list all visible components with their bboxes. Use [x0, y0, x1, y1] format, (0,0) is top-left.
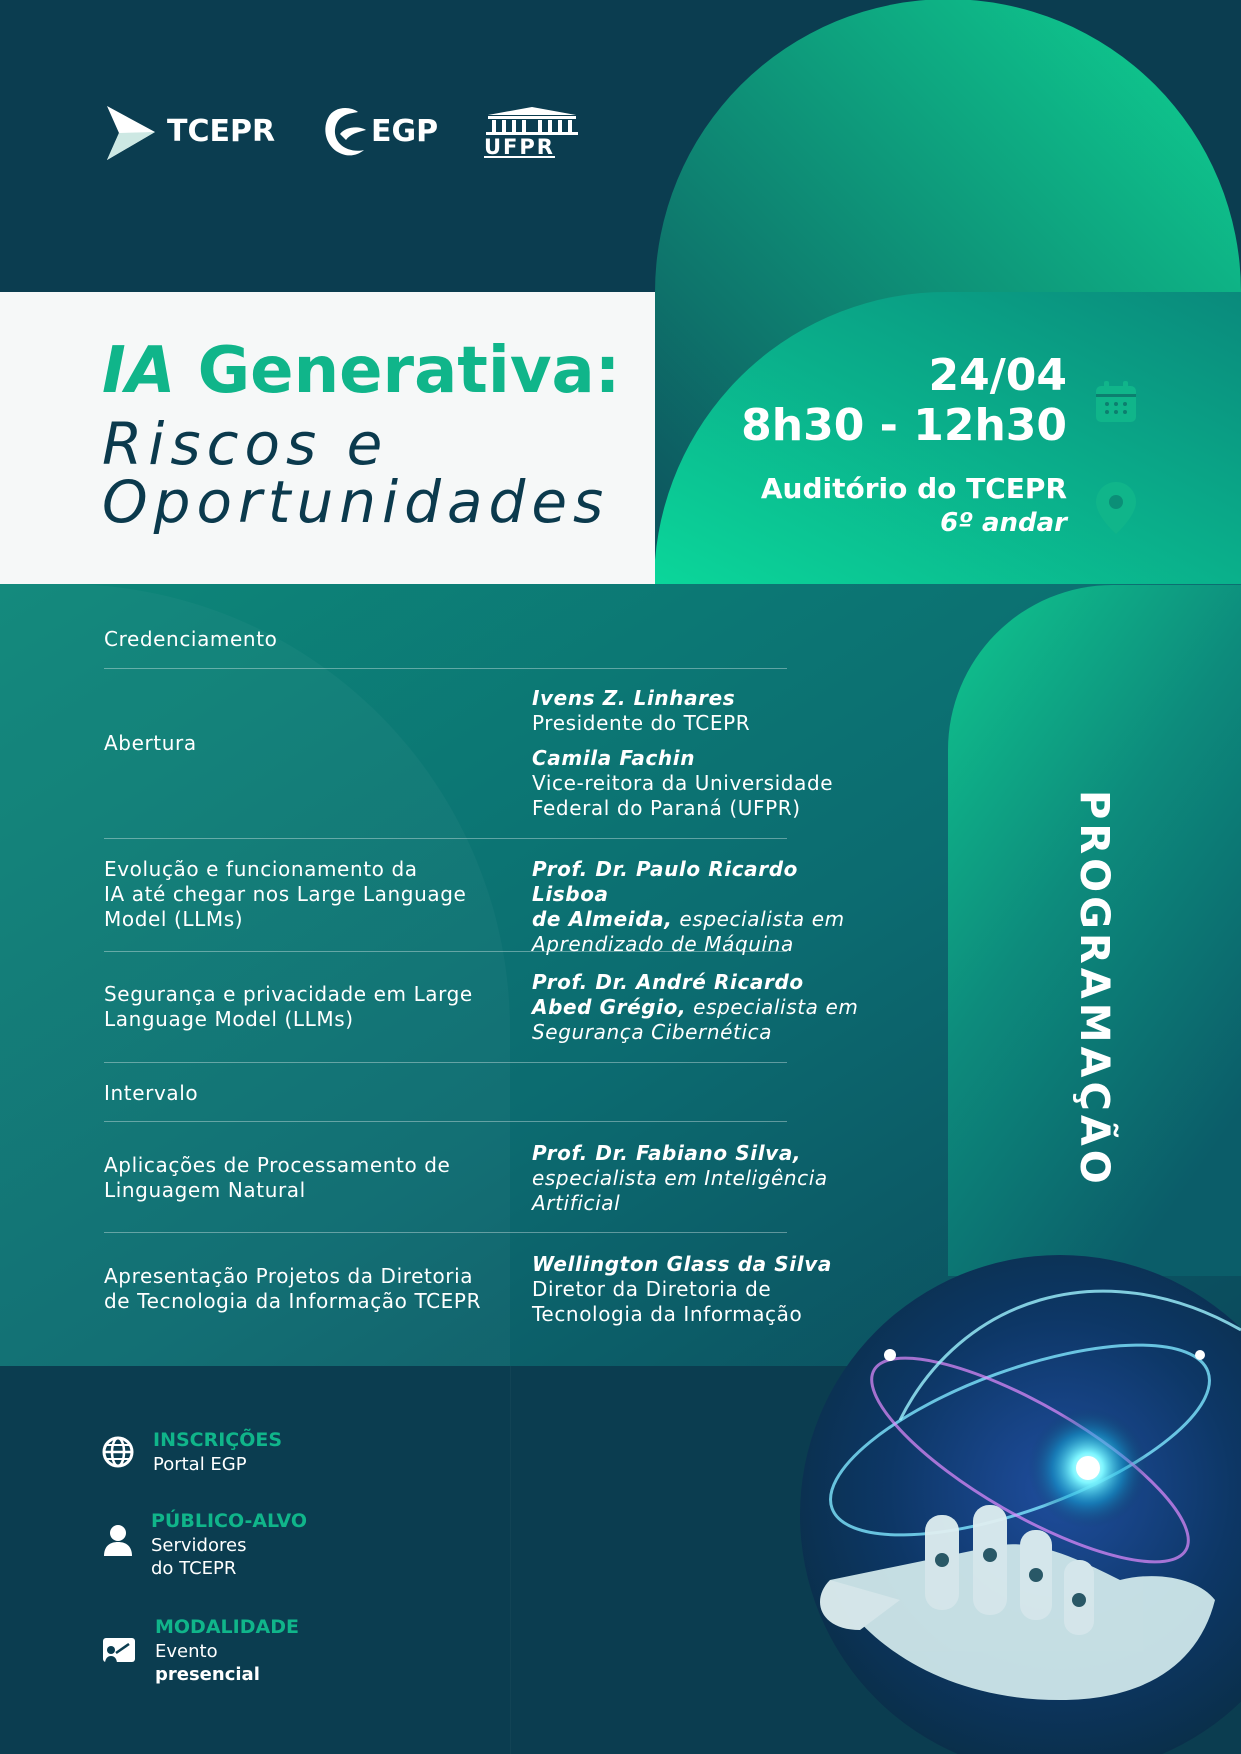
item-text-line: Language Model (LLMs) [104, 1007, 354, 1031]
globe-icon [102, 1436, 134, 1468]
speaker-name: de Almeida, [532, 907, 673, 931]
inscricoes-title: INSCRIÇÕES [153, 1429, 283, 1451]
separator [104, 838, 787, 839]
separator [104, 1232, 787, 1233]
event-time: 8h30 - 12h30 [741, 400, 1067, 451]
speaker-role: Aprendizado de Máquina [532, 932, 794, 956]
speaker-role: Federal do Paraná (UFPR) [532, 796, 801, 820]
item-evolucao-ia [104, 857, 504, 932]
item-intervalo: Intervalo [104, 1081, 199, 1105]
abertura-speakers [532, 686, 872, 821]
presentation-icon [102, 1637, 136, 1667]
modalidade-text-2: presencial [155, 1664, 260, 1685]
speaker-role: Artificial [532, 1191, 621, 1215]
event-date: 24/04 [928, 350, 1067, 401]
speaker-role: Diretor da Diretoria de [532, 1277, 772, 1301]
speaker-paulo [532, 857, 872, 957]
speaker-andre [532, 970, 872, 1045]
speaker-fabiano [532, 1141, 872, 1216]
item-text-line: Aplicações de Processamento de [104, 1153, 451, 1177]
event-place: Auditório do TCEPR [760, 472, 1067, 505]
item-credenciamento: Credenciamento [104, 627, 278, 651]
item-text-line: Segurança e privacidade em Large [104, 982, 473, 1006]
title-generativa: Generativa: [197, 334, 621, 408]
item-text-line: de Tecnologia da Informação TCEPR [104, 1289, 482, 1313]
item-text-line: Apresentação Projetos da Diretoria [104, 1264, 474, 1288]
egp-logo [320, 104, 440, 162]
speaker-role: Segurança Cibernética [532, 1020, 773, 1044]
item-seguranca [104, 982, 504, 1032]
person-icon [103, 1524, 133, 1556]
inscricoes-text[interactable]: Portal EGP [153, 1454, 247, 1475]
speaker-name: Wellington Glass da Silva [532, 1252, 832, 1276]
speaker-name: Prof. Dr. Paulo Ricardo Lisboa [532, 857, 798, 906]
speaker-wellington [532, 1252, 872, 1327]
ufpr-building-mark [484, 105, 580, 135]
separator [104, 668, 787, 669]
speaker-name: Prof. Dr. Fabiano Silva, [532, 1141, 802, 1165]
event-title-line3: Oportunidades [102, 468, 610, 536]
speaker-role: especialista em Inteligência [532, 1166, 828, 1190]
item-aplicacoes-pln [104, 1153, 504, 1203]
speaker-name: Camila Fachin [532, 746, 696, 770]
title-ia: IA [102, 334, 176, 408]
speaker-name: Prof. Dr. André Ricardo [532, 970, 804, 994]
speaker-role: Tecnologia da Informação [532, 1302, 803, 1326]
modalidade-text-1: Evento [155, 1641, 218, 1662]
egp-logo-text: EGP [371, 114, 439, 149]
speaker-role: Presidente do TCEPR [532, 711, 751, 735]
item-text-line: IA até chegar nos Large Language [104, 882, 467, 906]
event-title-line1 [102, 334, 620, 408]
speaker-name: Abed Grégio, [532, 995, 687, 1019]
ufpr-logo [484, 105, 582, 161]
egp-logo-mark [320, 104, 368, 162]
item-text-line: Evolução e funcionamento da [104, 857, 418, 881]
event-floor: 6º andar [940, 508, 1067, 538]
speaker-role: especialista em [686, 995, 859, 1019]
item-abertura: Abertura [104, 731, 197, 755]
publico-title: PÚBLICO-ALVO [151, 1510, 308, 1532]
item-text-line: Model (LLMs) [104, 907, 244, 931]
speaker-role: especialista em [672, 907, 845, 931]
tcepr-logo-text: TCEPR [167, 114, 276, 149]
tcepr-logo-mark [103, 104, 157, 162]
item-text-line: Linguagem Natural [104, 1178, 306, 1202]
publico-text-2: do TCEPR [151, 1558, 237, 1579]
event-title-line2: Riscos e [102, 410, 389, 478]
separator [104, 1062, 787, 1063]
map-pin-icon [1096, 482, 1136, 534]
calendar-icon [1094, 380, 1138, 424]
ufpr-logo-text: UFPR [484, 135, 555, 159]
programacao-label: PROGRAMAÇÃO [1071, 790, 1117, 1188]
separator [104, 1121, 787, 1122]
publico-text-1: Servidores [151, 1535, 247, 1556]
tcepr-logo [103, 104, 276, 162]
speaker-role: Vice-reitora da Universidade [532, 771, 834, 795]
separator [104, 951, 787, 952]
modalidade-title: MODALIDADE [155, 1616, 299, 1638]
speaker-name: Ivens Z. Linhares [532, 686, 736, 710]
item-projetos-dti [104, 1264, 504, 1314]
